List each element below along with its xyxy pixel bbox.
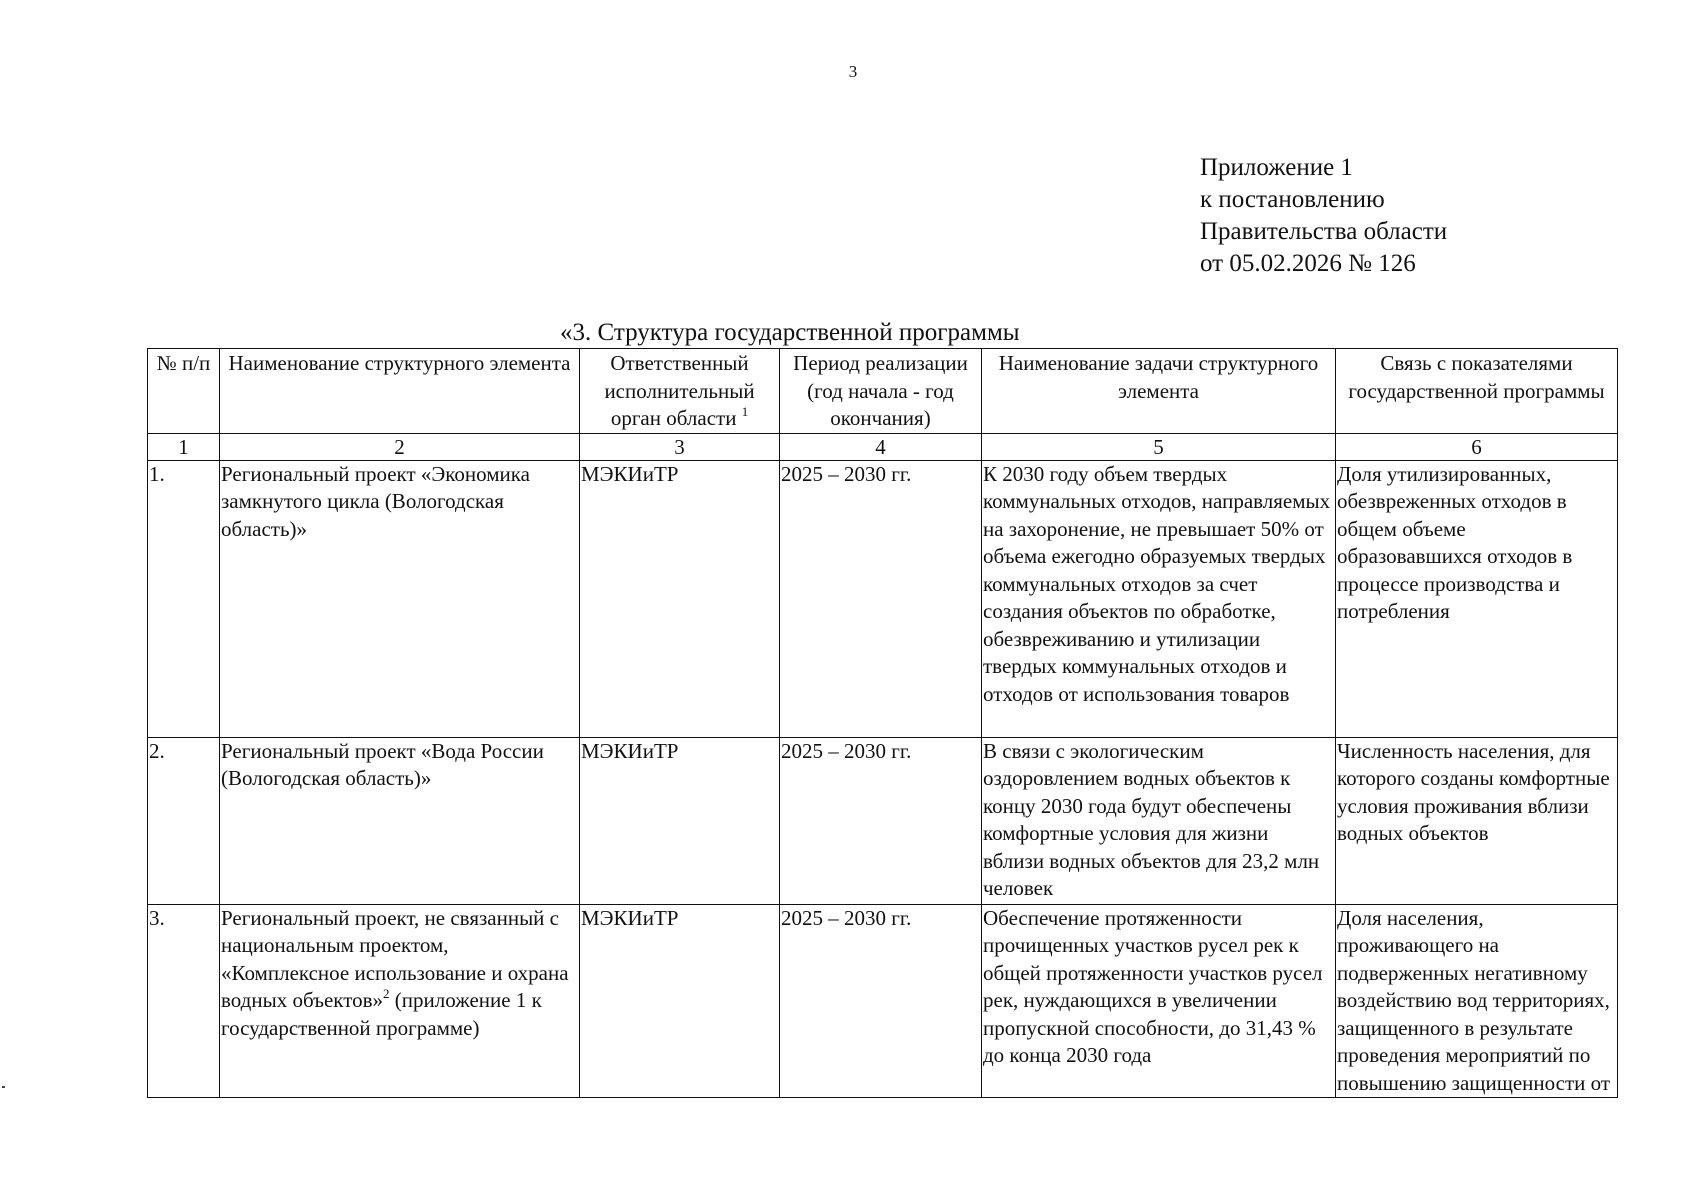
row-indicator-link: Численность населения, для которого созданы комфортные условия проживания вблизи водных объектов xyxy=(1336,737,1618,904)
row-responsible-organ: МЭКИиТР xyxy=(580,904,780,1098)
scan-artifact xyxy=(2,1086,5,1088)
header-number: № п/п xyxy=(148,349,220,434)
row-number: 3. xyxy=(148,904,220,1098)
header-task-name: Наименование задачи структурного элемента xyxy=(982,349,1336,434)
row-period: 2025 – 2030 гг. xyxy=(780,737,982,904)
header-responsible-organ-text: Ответственный исполнительный орган области xyxy=(604,351,755,430)
row-number: 1. xyxy=(148,460,220,737)
structure-table xyxy=(147,348,1618,1098)
row-element-name: Региональный проект «Экономика замкнутого цикла (Вологодская область)» xyxy=(220,460,580,737)
row-task: К 2030 году объем твердых коммунальных отходов, направляемых на захоронение, не превышает 50% от объема ежегодно образуемых твердых коммунальных отходов за счет создания объектов по обработке, обезвреживанию и утилизации твердых коммунальных отходов и отходов от использования товаров xyxy=(982,460,1336,737)
row-element-name: Региональный проект «Вода России (Вологодская область)» xyxy=(220,737,580,904)
table-row xyxy=(148,460,1618,737)
row-task: Обеспечение протяженности прочищенных участков русел рек к общей протяженности участков русел рек, нуждающихся в увеличении пропускной способности, до 31,43 % до конца 2030 года xyxy=(982,904,1336,1098)
header-period: Период реализации (год начала - год окончания) xyxy=(780,349,982,434)
column-number: 4 xyxy=(780,433,982,460)
appendix-line-4: от 05.02.2026 № 126 xyxy=(1200,250,1416,277)
row-number: 2. xyxy=(148,737,220,904)
document-title: «3. Структура государственной программы xyxy=(560,319,1020,346)
row-task: В связи с экологическим оздоровлением водных объектов к концу 2030 года будут обеспечены комфортные условия для жизни вблизи водных объектов для 23,2 млн человек xyxy=(982,737,1336,904)
header-responsible-organ xyxy=(580,349,780,434)
row-period: 2025 – 2030 гг. xyxy=(780,904,982,1098)
row-element-name-cell xyxy=(220,904,580,1098)
appendix-line-1: Приложение 1 xyxy=(1200,154,1353,181)
row-element-name: Региональный проект, не связанный с национальным проектом, «Комплексное использование и охрана водных объектов» xyxy=(221,905,569,1012)
row-element-name-suffix: (приложение 1 к государственной программе) xyxy=(221,988,542,1040)
appendix-block xyxy=(1200,152,1447,280)
row-responsible-organ: МЭКИиТР xyxy=(580,460,780,737)
page-number: 3 xyxy=(848,62,858,81)
row-indicator-link: Доля населения, проживающего на подверженных негативному воздействию вод территориях, защищенного в результате проведения мероприятий по повышению защищенности от xyxy=(1336,904,1618,1098)
column-number: 5 xyxy=(982,433,1336,460)
row-period: 2025 – 2030 гг. xyxy=(780,460,982,737)
row-footnote-marker: 2 xyxy=(383,986,390,1001)
row-responsible-organ: МЭКИиТР xyxy=(580,737,780,904)
table-row xyxy=(148,737,1618,904)
appendix-line-2: к постановлению xyxy=(1200,186,1385,213)
column-number-row xyxy=(148,433,1618,460)
column-number: 2 xyxy=(220,433,580,460)
header-indicators-link: Связь с показателями государственной программы xyxy=(1336,349,1618,434)
table-header-row xyxy=(148,349,1618,434)
column-number: 3 xyxy=(580,433,780,460)
column-number: 1 xyxy=(148,433,220,460)
header-element-name: Наименование структурного элемента xyxy=(220,349,580,434)
row-indicator-link: Доля утилизированных, обезвреженных отходов в общем объеме образовавшихся отходов в процессе производства и потребления xyxy=(1336,460,1618,737)
column-number: 6 xyxy=(1336,433,1618,460)
table-row xyxy=(148,904,1618,1098)
appendix-line-3: Правительства области xyxy=(1200,218,1448,245)
header-footnote-marker: 1 xyxy=(741,404,749,419)
